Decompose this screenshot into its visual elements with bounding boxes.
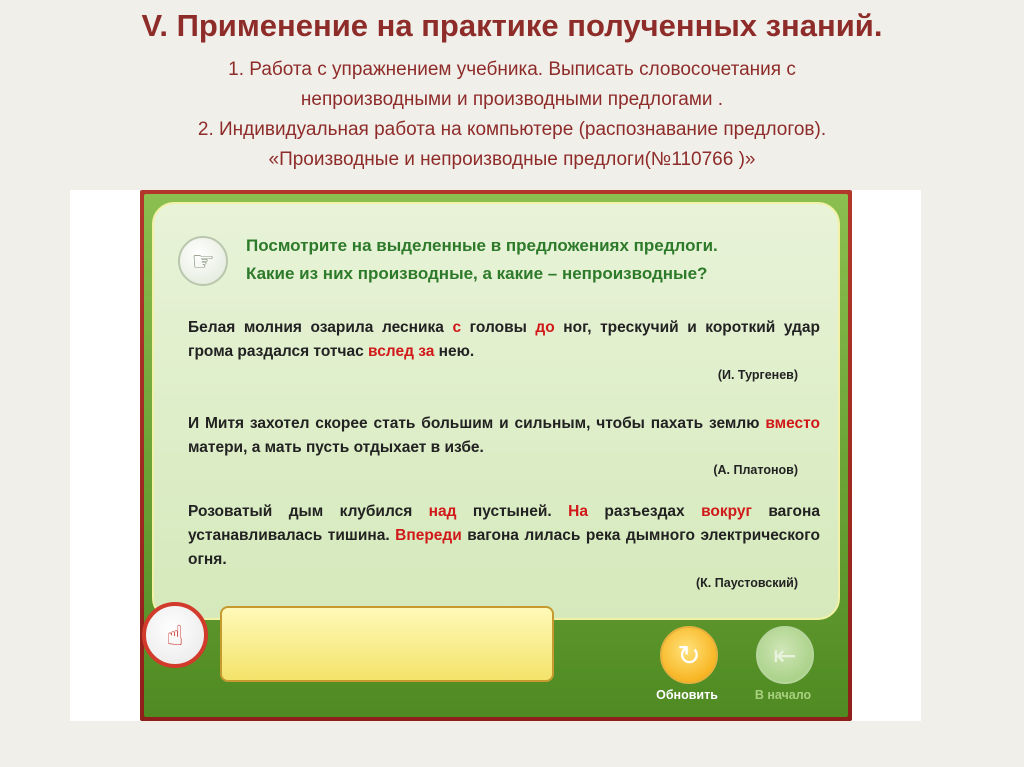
text: разъездах	[587, 503, 702, 520]
text: ног, трескучий и короткий удар грома раздался тотчас	[188, 319, 820, 360]
highlighted-preposition: над	[428, 503, 457, 520]
text: И Митя захотел скорее стать большим и сильным, чтобы пахать землю	[188, 415, 766, 432]
author-2: (А. Платонов)	[713, 463, 798, 477]
highlighted-preposition: вслед за	[368, 343, 435, 360]
back-to-start-button[interactable]	[756, 626, 814, 684]
instruction-line-2: Какие из них производные, а какие – непроизводные?	[246, 264, 708, 283]
start-label[interactable]: В начало	[754, 688, 812, 702]
hint-hand-icon: ☞	[178, 236, 228, 286]
author-3: (К. Паустовский)	[696, 576, 798, 590]
text: нею.	[434, 343, 475, 360]
text: вагона лилась река дымного электрического огня.	[188, 527, 820, 568]
text: матери, а мать пусть отдыхает в избе.	[188, 439, 484, 456]
highlighted-preposition: с	[452, 319, 462, 336]
text: Белая молния озарила лесника	[188, 319, 453, 336]
exercise-app	[140, 190, 852, 721]
slide-task-2: 2. Индивидуальная работа на компьютере (распознавание предлогов).	[197, 119, 827, 140]
text: вагона устанавливалась тишина.	[188, 503, 820, 544]
refresh-icon: ↻	[677, 639, 701, 671]
sentence-2	[188, 412, 820, 460]
slide-task-1: 1. Работа с упражнением учебника. Выписать словосочетания с	[228, 59, 796, 80]
highlighted-preposition: На	[568, 503, 588, 520]
highlighted-preposition: до	[535, 319, 555, 336]
highlighted-preposition: вокруг	[701, 503, 752, 520]
text: Розоватый дым клубился	[188, 503, 429, 520]
text: головы	[461, 319, 536, 336]
exercise-frame	[70, 190, 921, 721]
sentence-3	[188, 500, 820, 572]
slide-task-1-cont: непроизводными и производными предлогами .	[300, 89, 724, 110]
exercise-panel	[152, 202, 840, 620]
highlighted-preposition: вместо	[765, 415, 820, 432]
highlighted-preposition: Впереди	[395, 527, 462, 544]
app-body	[144, 194, 848, 717]
refresh-label[interactable]: Обновить	[656, 688, 718, 702]
instruction-line-1: Посмотрите на выделенные в предложениях предлоги.	[246, 236, 718, 255]
slide-task-2-cont: «Производные и непроизводные предлоги(№110766 )»	[268, 149, 756, 170]
finger-icon[interactable]: ☝	[142, 602, 208, 668]
text: пустыней.	[456, 503, 569, 520]
refresh-button[interactable]	[660, 626, 718, 684]
sentence-1	[188, 316, 820, 364]
back-to-start-icon: ⇤	[773, 639, 797, 671]
slide-title: V. Применение на практике полученных знаний.	[141, 8, 883, 43]
author-1: (И. Тургенев)	[717, 368, 798, 382]
answer-box[interactable]	[220, 606, 554, 682]
instruction	[246, 232, 806, 288]
